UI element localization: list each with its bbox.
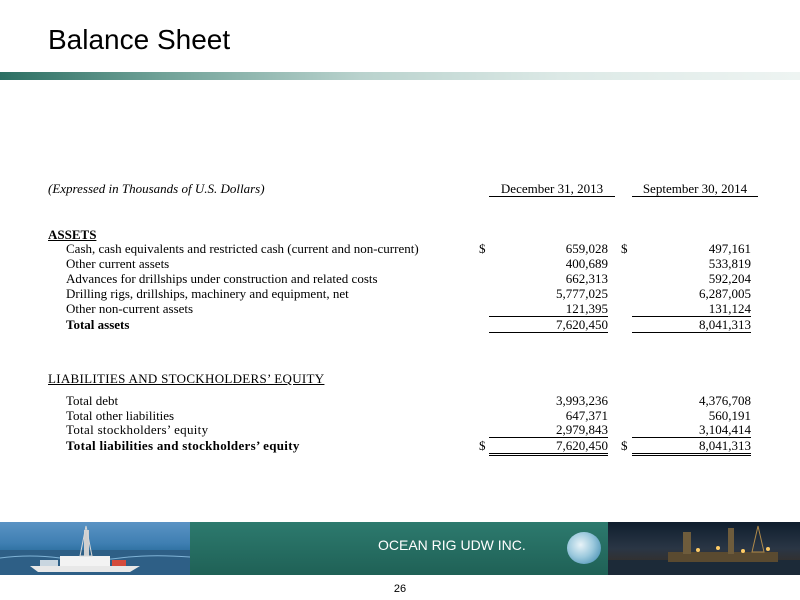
table-caption: (Expressed in Thousands of U.S. Dollars) [48, 181, 265, 196]
row-label: Drilling rigs, drillships, machinery and equipment, net [66, 286, 349, 301]
footer-company-name: OCEAN RIG UDW INC. [378, 537, 526, 553]
drillship-photo [0, 522, 190, 575]
offshore-rig-photo [608, 522, 800, 575]
value-2014: 497,161 [708, 241, 751, 256]
footer-band [0, 522, 800, 575]
currency-symbol: $ [621, 241, 628, 256]
value-2014: 3,104,414 [632, 422, 751, 438]
row-label: Total debt [66, 393, 119, 408]
column-header-2013: December 31, 2013 [489, 181, 615, 197]
value-2013: 662,313 [565, 271, 608, 286]
value-2013: 5,777,025 [556, 286, 608, 301]
value-2013: 121,395 [489, 301, 608, 317]
value-2014: 131,124 [632, 301, 751, 317]
company-logo [567, 532, 601, 564]
value-2013: 647,371 [565, 408, 608, 423]
row-label: Other current assets [66, 256, 170, 271]
row-label: Cash, cash equivalents and restricted cash (current and non-current) [66, 241, 419, 256]
assets-section-header: ASSETS [48, 227, 97, 242]
value-2013: 659,028 [565, 241, 608, 256]
page-number: 26 [393, 583, 407, 595]
row-label: Total stockholders’ equity [66, 422, 209, 437]
row-label: Total other liabilities [66, 408, 175, 423]
row-label: Other non-current assets [66, 301, 194, 316]
slide-title: Balance Sheet [48, 24, 231, 55]
currency-symbol: $ [621, 438, 628, 453]
title-accent-bar [0, 72, 800, 80]
value-2013: 2,979,843 [489, 422, 608, 438]
value-2014: 4,376,708 [699, 393, 751, 408]
value-2014: 6,287,005 [699, 286, 751, 301]
total-assets-label: Total assets [66, 317, 130, 332]
value-2013: 3,993,236 [556, 393, 608, 408]
column-header-2014: September 30, 2014 [632, 181, 758, 197]
total-liabilities-equity-2014: 8,041,313 [632, 438, 751, 456]
value-2014: 560,191 [708, 408, 751, 423]
currency-symbol: $ [479, 438, 486, 453]
value-2014: 592,204 [708, 271, 751, 286]
total-liabilities-equity-label: Total liabilities and stockholders’ equity [66, 438, 300, 453]
total-assets-2014: 8,041,313 [632, 317, 751, 333]
value-2013: 400,689 [565, 256, 608, 271]
liabilities-section-header: LIABILITIES AND STOCKHOLDERS’ EQUITY [48, 371, 325, 386]
currency-symbol: $ [479, 241, 486, 256]
total-assets-2013: 7,620,450 [489, 317, 608, 333]
total-liabilities-equity-2013: 7,620,450 [489, 438, 608, 456]
value-2014: 533,819 [708, 256, 751, 271]
row-label: Advances for drillships under construction and related costs [66, 271, 378, 286]
